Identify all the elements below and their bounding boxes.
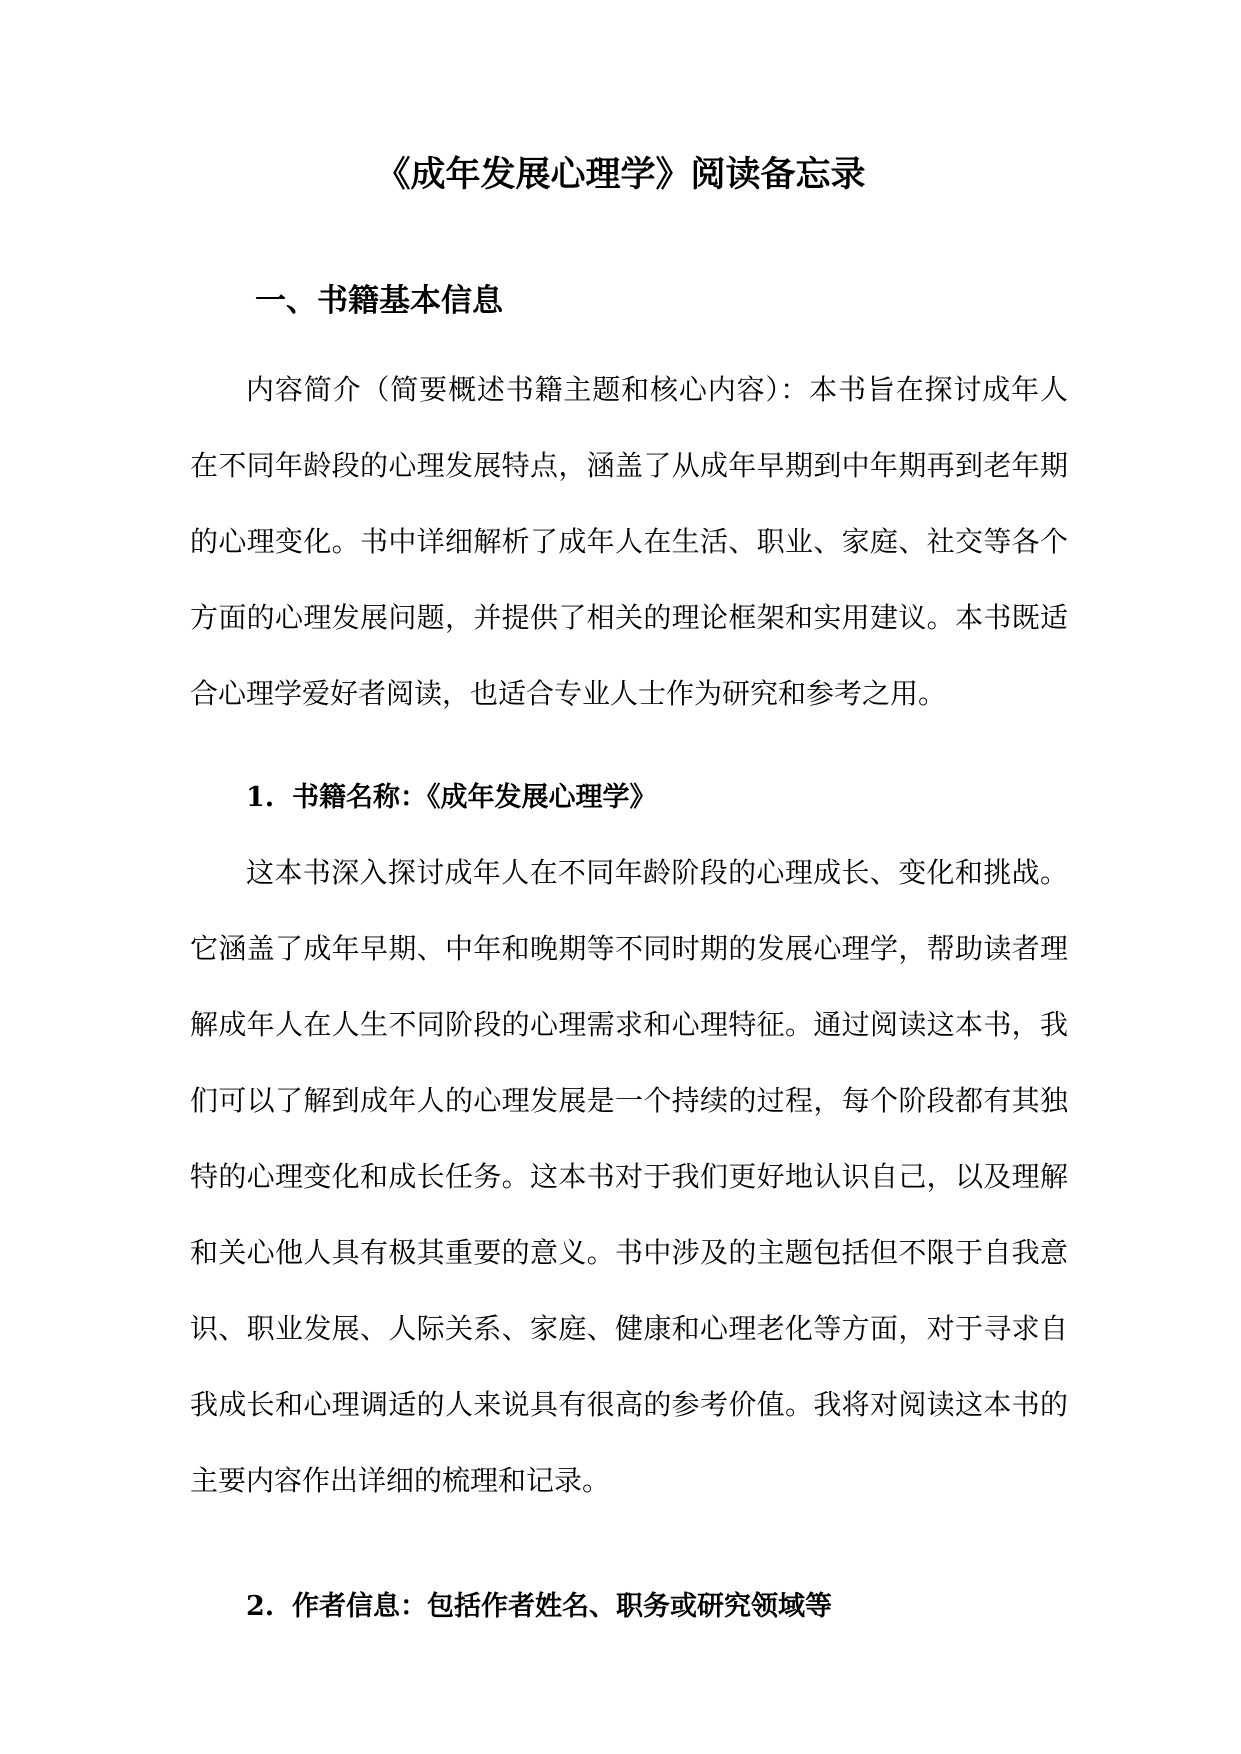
- book-description-paragraph: 这本书深入探讨成年人在不同年龄阶段的心理成长、变化和挑战。它涵盖了成年早期、中年和晚期等不同时期的发展心理学，帮助读者理解成年人在人生不同阶段的心理需求和心理特征。通过阅读这本书，我们可以了解到成年人的心理发展是一个持续的过程，每个阶段都有其独特的心理变化和成长任务。这本书对于我们更好地认识自己，以及理解和关心他人具有极其重要的意义。书中涉及的主题包括但不限于自我意识、职业发展、人际关系、家庭、健康和心理老化等方面，对于寻求自我成长和心理调适的人来说具有很高的参考价值。我将对阅读这本书的主要内容作出详细的梳理和记录。: [190, 856, 1068, 1497]
- subheading-text: 作者信息：包括作者姓名、职务或研究领域等: [292, 1591, 832, 1622]
- subheading-author-info: [246, 1587, 832, 1627]
- subheading-book-title: [246, 778, 657, 818]
- subheading-number: 1.: [246, 782, 275, 813]
- subheading-number: 2.: [246, 1591, 275, 1622]
- subheading-text: 书籍名称：《成年发展心理学》: [292, 782, 657, 813]
- section-heading-basic-info: 一、书籍基本信息: [255, 283, 503, 319]
- document-title: 《成年发展心理学》阅读备忘录: [375, 154, 866, 195]
- content-summary-paragraph: 内容简介（简要概述书籍主题和核心内容）：本书旨在探讨成年人在不同年龄段的心理发展特点，涵盖了从成年早期到中年期再到老年期的心理变化。书中详细解析了成年人在生活、职业、家庭、社交等各个方面的心理发展问题，并提供了相关的理论框架和实用建议。本书既适合心理学爱好者阅读，也适合专业人士作为研究和参考之用。: [190, 373, 1068, 710]
